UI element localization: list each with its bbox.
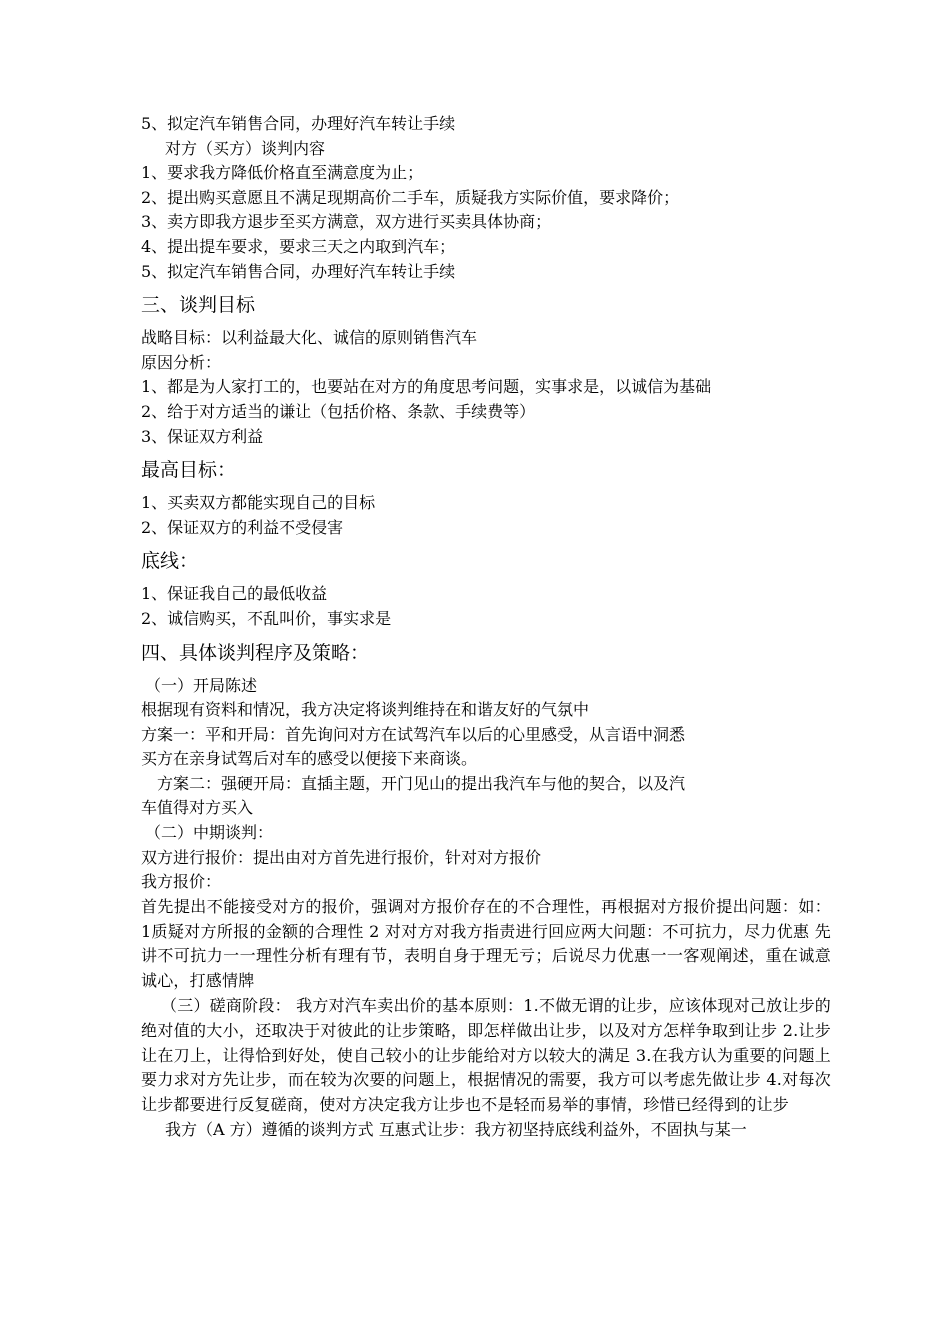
subheading-opening: （一）开局陈述 [145, 675, 258, 695]
text-line: 2、提出购买意愿且不满足现期高价二手车，质疑我方实际价值，要求降价； [141, 187, 680, 207]
text-line: 车值得对方买入 [141, 798, 254, 818]
text-line: 2、保证双方的利益不受侵害 [141, 517, 344, 537]
text-line: 4、提出提车要求，要求三天之内取到汽车； [141, 236, 456, 256]
text-line: 5、拟定汽车销售合同，办理好汽车转让手续 [141, 261, 456, 281]
text-line: 方案二：强硬开局：直插主题，开门见山的提出我汽车与他的契合，以及汽 [157, 773, 686, 793]
text-line: 根据现有资料和情况，我方决定将谈判维持在和谐友好的气氛中 [141, 700, 590, 720]
document-body [141, 112, 831, 1143]
text-line: 2、给于对方适当的谦让（包括价格、条款、手续费等） [141, 401, 536, 421]
section-heading-highest-goal: 最高目标： [141, 459, 237, 482]
text-line: 1、买卖双方都能实现自己的目标 [141, 493, 376, 513]
section-heading-bottom-line: 底线： [141, 550, 199, 573]
text-line: 1、都是为人家打工的，也要站在对方的角度思考问题，实事求是，以诚信为基础 [141, 377, 712, 397]
text-line: 1、保证我自己的最低收益 [141, 584, 328, 604]
text-line: 3、卖方即我方退步至买方满意，双方进行买卖具体协商； [141, 212, 552, 232]
subheading-buyer-content: 对方（买方）谈判内容 [165, 138, 326, 158]
section-heading-procedure: 四、具体谈判程序及策略： [141, 641, 370, 664]
text-line: 战略目标：以利益最大化、诚信的原则销售汽车 [141, 328, 478, 348]
text-line: 我方（A 方）遵循的谈判方式 互惠式让步：我方初坚持底线利益外，不固执与某一 [165, 1120, 747, 1140]
text-line: 2、诚信购买，不乱叫价，事实求是 [141, 608, 392, 628]
text-line: 1、要求我方降低价格直至满意度为止； [141, 163, 424, 183]
text-line: 我方报价： [141, 872, 222, 892]
text-line: 3、保证双方利益 [141, 426, 264, 446]
text-line: 原因分析： [141, 352, 222, 372]
subheading-mid-negotiation: （二）中期谈判： [145, 823, 274, 843]
section-heading-goals: 三、谈判目标 [141, 294, 256, 317]
text-line: 买方在亲身试驾后对车的感受以便接下来商谈。 [141, 749, 478, 769]
paragraph-consultation: （三）磋商阶段： 我方对汽车卖出价的基本原则：1.不做无谓的让步，应该体现对己放让步的绝对值的大小，还取决于对彼此的让步策略，即怎样做出让步，以及对方怎样争取到让步 2.让步让在刀上，让得恰到好处，使自己较小的让步能给对方以较大的满足 3.在我方认为重要的问题上要力求对方先让步，而在较为次要的问题上，根据情况的需要，我方可以考虑先做让步 4.对每次让步都要进行反复磋商，使对方决定我方让步也不是轻而易举的事情，珍惜已经得到的让步 [141, 996, 831, 1115]
paragraph-our-offer: 首先提出不能接受对方的报价，强调对方报价存在的不合理性，再根据对方报价提出问题：如：1质疑对方所报的金额的合理性 2 对对方对我方指责进行回应两大问题：不可抗力，尽力优惠 先讲不可抗力一一理性分析有理有节，表明自身于理无亏；后说尽力优惠一一客观阐述，重在诚意诚心，打感情牌 [141, 896, 831, 991]
text-line: 方案一：平和开局：首先询问对方在试驾汽车以后的心里感受，从言语中洞悉 [141, 724, 686, 744]
text-line: 5、拟定汽车销售合同，办理好汽车转让手续 [141, 114, 456, 133]
text-line: 双方进行报价：提出由对方首先进行报价，针对对方报价 [141, 847, 542, 867]
